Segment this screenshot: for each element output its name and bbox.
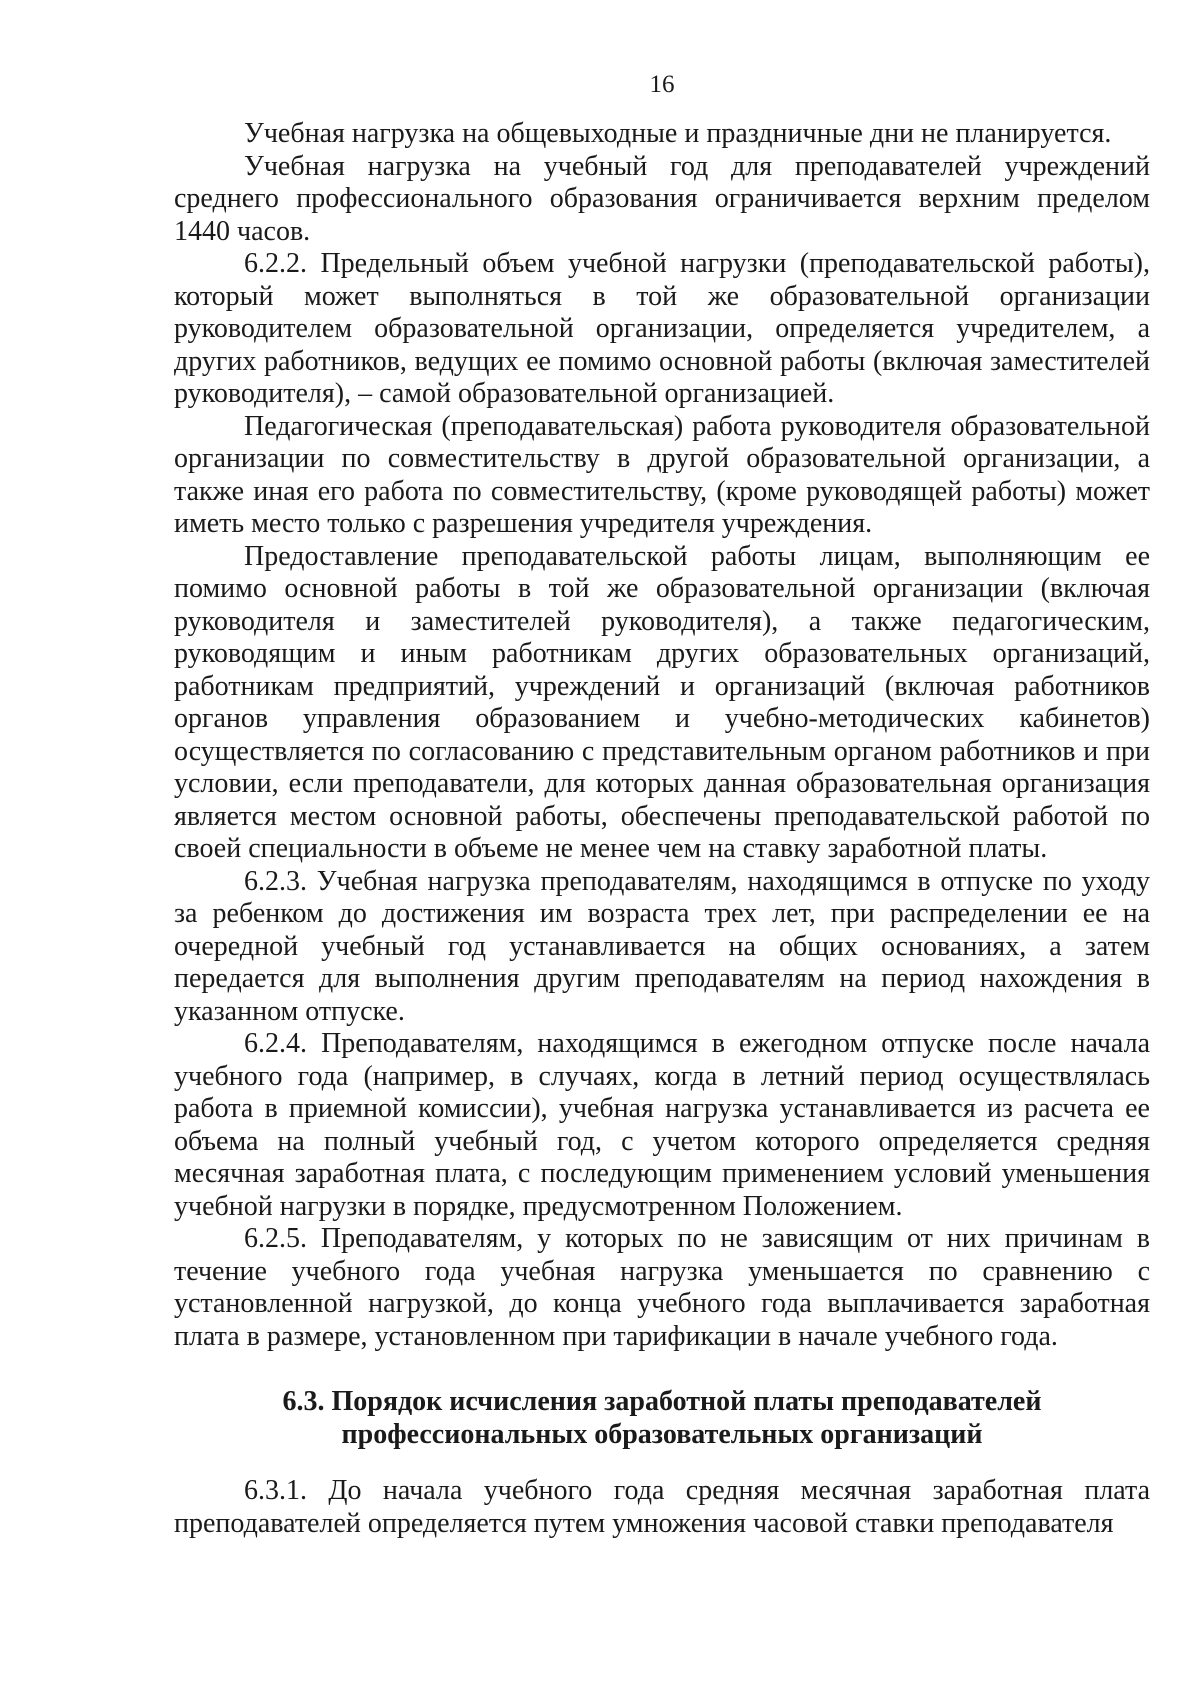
- section-heading: [174, 1385, 1150, 1451]
- section-heading-line-2: профессиональных образовательных организаций: [341, 1419, 983, 1450]
- paragraph-part-time-head: Педагогическая (преподавательская) работа руководителя образовательной организации по совместительству в другой образовательной организации, а также иная его работа по совместительству, (кроме руководящей работы) может иметь место только с разрешения учредителя учреждения.: [174, 410, 1150, 539]
- paragraph-6-2-3: 6.2.3. Учебная нагрузка преподавателям, находящимся в отпуске по уходу за ребенком до достижения им возраста трех лет, при распределении ее на очередной учебный год устанавливается на общих основаниях, а затем передается для выполнения другим преподавателям на период нахождения в указанном отпуске.: [174, 865, 1150, 1027]
- paragraph-6-3-1: 6.3.1. До начала учебного года средняя месячная заработная плата преподавателей определяется путем умножения часовой ставки преподавателя: [174, 1475, 1150, 1539]
- section-heading-line-1: 6.3. Порядок исчисления заработной платы преподавателей: [282, 1386, 1042, 1417]
- paragraph-annual-load-limit: Учебная нагрузка на учебный год для преподавателей учреждений среднего профессионального образования ограничивается верхним пределом 1440 часов.: [174, 150, 1150, 247]
- paragraph-teaching-provision: Предоставление преподавательской работы лицам, выполняющим ее помимо основной работы в той же образовательной организации (включая руководителя и заместителей руководителя), а также педагогическим, руководящим и иным работникам других образовательных организаций, работникам предприятий, учреждений и организаций (включая работников органов управления образованием и учебно-методических кабинетов) осуществляется по согласованию с представительным органом работников и при условии, если преподаватели, для которых данная образовательная организация является местом основной работы, обеспечены преподавательской работой по своей специальности в объеме не менее чем на ставку заработной платы.: [174, 540, 1150, 864]
- paragraph-holidays: Учебная нагрузка на общевыходные и праздничные дни не планируется.: [244, 118, 1112, 149]
- paragraph-6-2-2: 6.2.2. Предельный объем учебной нагрузки (преподавательской работы), который может выполняться в той же образовательной организации руководителем образовательной организации, определяется учредителем, а других работников, ведущих ее помимо основной работы (включая заместителей руководителя), – самой образовательной организацией.: [174, 248, 1150, 409]
- document-page: [174, 70, 1150, 1540]
- paragraph-6-2-4: 6.2.4. Преподавателям, находящимся в ежегодном отпуске после начала учебного года (например, в случаях, когда в летний период осуществлялась работа в приемной комиссии), учебная нагрузка устанавливается из расчета ее объема на полный учебный год, с учетом которого определяется средняя месячная заработная плата, с последующим применением условий уменьшения учебной нагрузки в порядке, предусмотренном Положением.: [174, 1028, 1150, 1222]
- paragraph-6-2-5: 6.2.5. Преподавателям, у которых по не зависящим от них причинам в течение учебного года учебная нагрузка уменьшается по сравнению с установленной нагрузкой, до конца учебного года выплачивается заработная плата в размере, установленном при тарификации в начале учебного года.: [174, 1223, 1150, 1352]
- page-number: 16: [649, 71, 675, 98]
